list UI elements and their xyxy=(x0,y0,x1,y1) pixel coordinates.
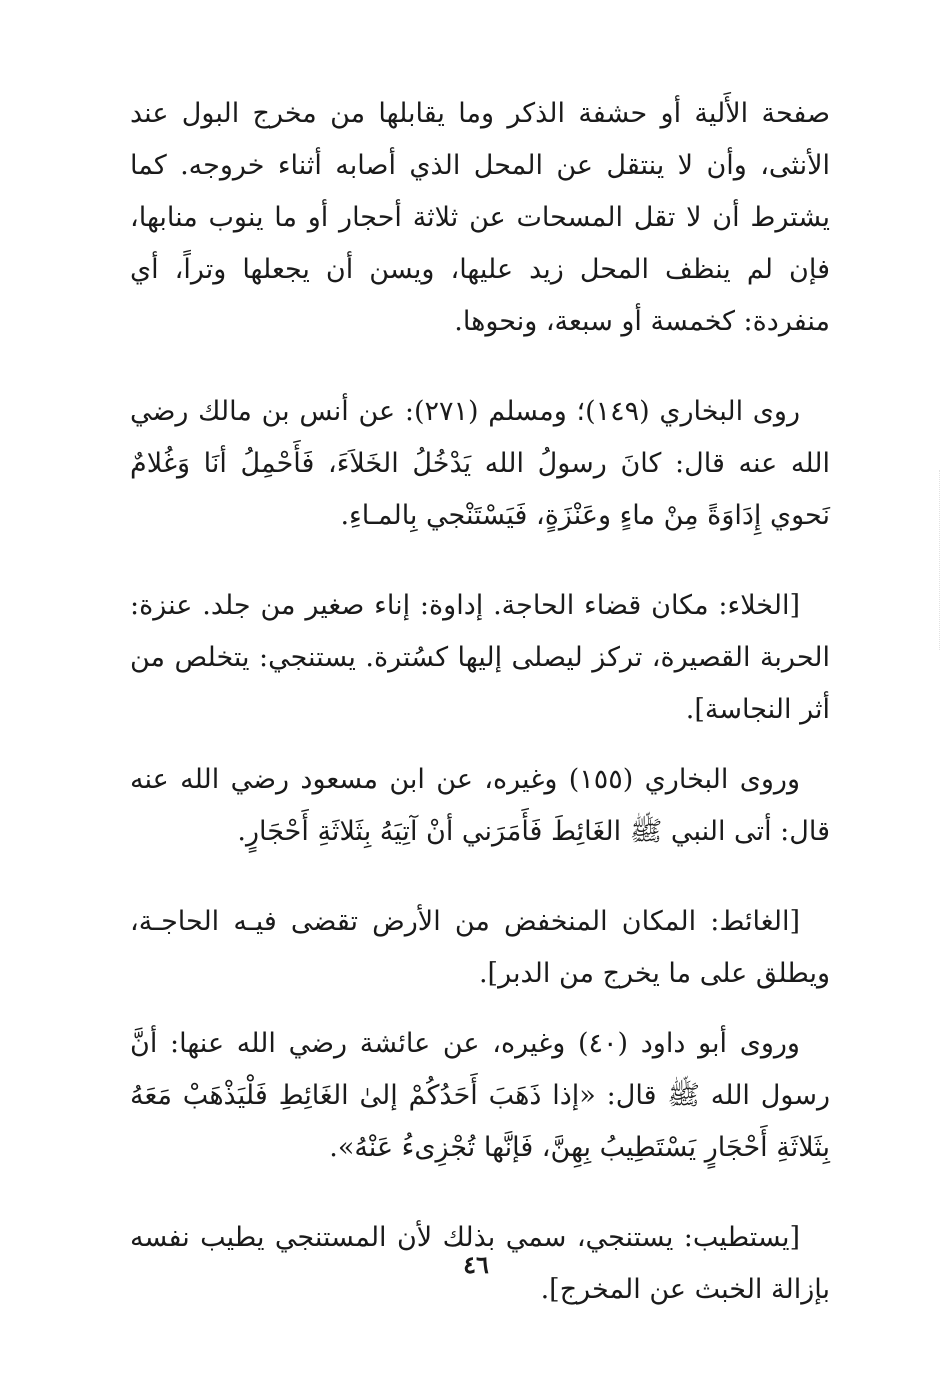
paragraph-hadith-anas: روى البخاري (١٤٩)؛ ومسلم (٢٧١): عن أنس بن مالك رضي الله عنه قال: كانَ رسولُ الله يَدْخُلُ الخَلاَءَ، فَأَحْمِلُ أنَا وَغُلامٌ نَحوي إِدَاوَةً مِنْ ماءٍ وعَنْزَةٍ، فَيَسْتَنْجي بِالمـاءِ. xyxy=(130,396,830,531)
scan-margin-marks xyxy=(923,470,940,650)
paragraph-hadith-aisha: وروى أبو داود (٤٠) وغيره، عن عائشة رضي الله عنها: أنَّ رسول الله ﷺ قال: «إذا ذَهَبَ أَحَدُكُمْ إلىٰ الغَائِطِ فَلْيَذْهَبْ مَعَهُ بِثَلاثَةِ أَحْجَارٍ يَسْتَطِيبُ بِهِنَّ، فَإنَّها تُجْزِىءُ عَنْهُ». xyxy=(130,1028,830,1163)
page-body xyxy=(130,88,830,1316)
page-number: ٤٦ xyxy=(463,1250,489,1279)
paragraph-glossary-khala: [الخلاء: مكان قضاء الحاجة. إداوة: إناء صغير من جلد. عنزة: الحربة القصيرة، تركز ليصلى إليها كسُترة. يستنجي: يتخلص من أثر النجاسة]. xyxy=(130,590,830,725)
paragraph-glossary-yastatib: [يستطيب: يستنجي، سمي بذلك لأن المستنجي يطيب نفسه بإزالة الخبث عن المخرج]. xyxy=(130,1222,830,1305)
paragraph-istinja-conditions: صفحة الأَلية أو حشفة الذكر وما يقابلها من مخرج البول عند الأنثى، وأن لا ينتقل عن المحل الذي أصابه أثناء خروجه. كما يشترط أن لا تقل المسحات عن ثلاثة أحجار أو ما ينوب منابها، فإن لم ينظف المحل زيد عليها، ويسن أن يجعلها وتراً، أي منفردة: كخمسة أو سبعة، ونحوها. xyxy=(130,98,830,337)
paragraph-hadith-ibn-masud: وروى البخاري (١٥٥) وغيره، عن ابن مسعود رضي الله عنه قال: أتى النبي ﷺ الغَائِطَ فَأَمَرَني أنْ آتِيَهُ بِثَلاثَةِ أَحْجَارٍ. xyxy=(130,764,830,847)
paragraph-glossary-ghait: [الغائط: المكان المنخفض من الأرض تقضى فيـه الحاجـة، ويطلق على ما يخرج من الدبر]. xyxy=(130,906,830,989)
